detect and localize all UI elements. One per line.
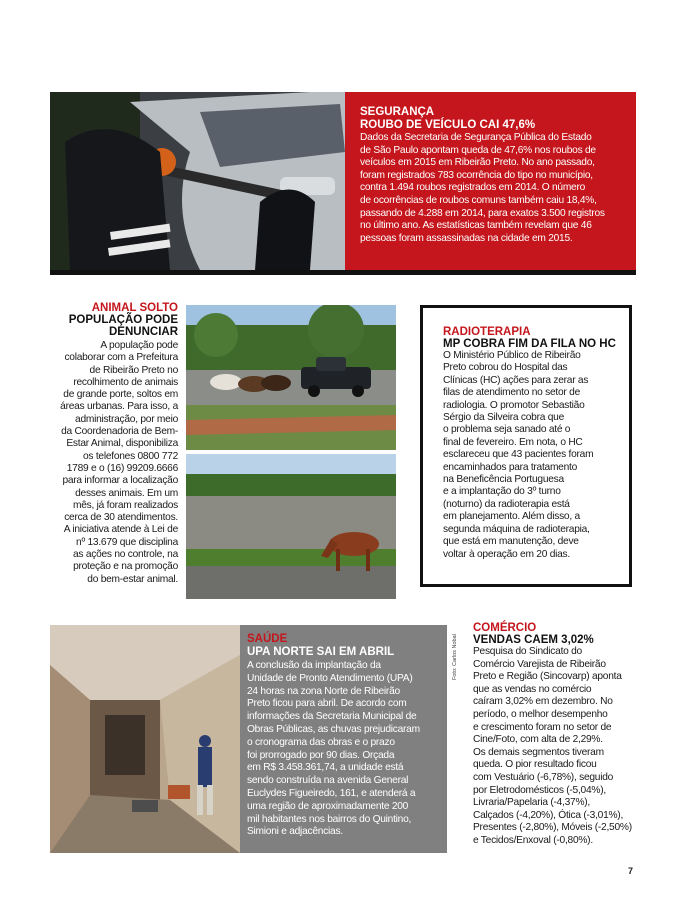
horses-road-photo bbox=[186, 305, 396, 450]
radiotherapy-title: MP COBRA FIM DA FILA NO HC bbox=[443, 338, 616, 350]
animal-body: A população pode colaborar com a Prefeitura de Ribeirão Preto no recolhimento de animais de grande porte, soltos em áreas urbanas. Para isso, a administração, por meio da Coordenadoria de Bem- Estar Animal, disponibiliza os telefones 0800 772 1789 e o (16) 99209.6666 para informar a localização desses animais. Em um mês, já foram realizados cerca de 30 atendimentos. A iniciativa atende à Lei de nº 13.679 que disciplina as ações no controle, na proteção e na promoção do bem-estar animal. bbox=[60, 340, 178, 585]
radiotherapy-kicker: RADIOTERAPIA bbox=[443, 326, 531, 338]
page-number: 7 bbox=[628, 866, 634, 876]
animal-title: POPULAÇÃO PODE DENUNCIAR bbox=[68, 314, 178, 338]
car-theft-photo bbox=[50, 92, 345, 270]
security-body: Dados da Secretaria de Segurança Pública do Estado de São Paulo apontam queda de 47,6% nos roubos de veículos em 2015 em Ribeirão Preto. No ano passado, foram registrados 783 ocorrência do tipo no município, contra 1.494 roubos registrados em 2014. O número de ocorrências de roubos comuns também caiu 18,4%, passando de 4.288 em 2014, para exatos 3.500 registros no último ano. As estatísticas também revelam que 46 pessoas foram assassinadas na cidade em 2015. bbox=[360, 132, 605, 244]
commerce-story bbox=[473, 622, 638, 848]
animal-kicker: ANIMAL SOLTO bbox=[91, 302, 178, 314]
radiotherapy-story bbox=[443, 326, 621, 561]
construction-site-photo bbox=[50, 625, 240, 853]
top-divider-bar bbox=[50, 270, 636, 275]
radiotherapy-body: O Ministério Público de Ribeirão Preto cobrou do Hospital das Clínicas (HC) ações para zerar as filas de atendimento no setor de radiologia. O promotor Sebastião Sérgio da Silveira cobra que o problema seja sanado até o final de fevereiro. Em nota, o HC esclareceu que 43 pacientes foram encaminhados para tratamento na Beneficência Portuguesa e a implantação do 3º turno (noturno) da radioterapia está em planejamento. Além disso, a segunda máquina de radioterapia, que está em manutenção, deve voltar à operação em 20 dias. bbox=[443, 350, 594, 560]
health-title: UPA NORTE SAI EM ABRIL bbox=[247, 646, 395, 658]
commerce-title: VENDAS CAEM 3,02% bbox=[473, 634, 594, 646]
health-story-panel bbox=[240, 625, 447, 853]
commerce-kicker: COMÉRCIO bbox=[473, 622, 537, 634]
security-kicker: SEGURANÇA bbox=[360, 106, 435, 118]
animal-story bbox=[50, 302, 178, 586]
commerce-body: Pesquisa do Sindicato do Comércio Varejista de Ribeirão Preto e Região (Sincovarp) aponta que as vendas no comércio caíram 3,02% em dezembro. No período, o melhor desempenho e crescimento foram no setor de Cine/Foto, com alta de 2,29%. Os demais segmentos tiveram queda. O pior resultado ficou com Vestuário (-6,78%), seguido por Eletrodomésticos (-5,04%), Livraria/Papelaria (-4,37%), Calçados (-4,20%), Ótica (-3,01%), Presentes (-2,80%), Móveis (-2,50%) e Tecidos/Enxoval (-0,80%). bbox=[473, 646, 632, 846]
security-story-panel bbox=[345, 92, 636, 270]
photo-credit: Foto: Carlos Nobal bbox=[452, 634, 458, 680]
health-kicker: SAÚDE bbox=[247, 633, 288, 645]
horse-grazing-photo bbox=[186, 454, 396, 599]
health-body: A conclusão da implantação da Unidade de Pronto Atendimento (UPA) 24 horas na zona Norte de Ribeirão Preto ficou para abril. De acordo com informações da Secretaria Municipal de Obras Públicas, as chuvas prejudicaram o cronograma das obras e o prazo foi prorrogado por 90 dias. Orçada em R$ 3.458.361,74, a unidade está sendo construída na avenida General Euclydes Figueiredo, 161, e atenderá a uma região de aproximadamente 200 mil habitantes nos bairros do Quintino, Simioni e adjacências. bbox=[247, 660, 420, 838]
security-title: ROUBO DE VEÍCULO CAI 47,6% bbox=[360, 119, 536, 131]
